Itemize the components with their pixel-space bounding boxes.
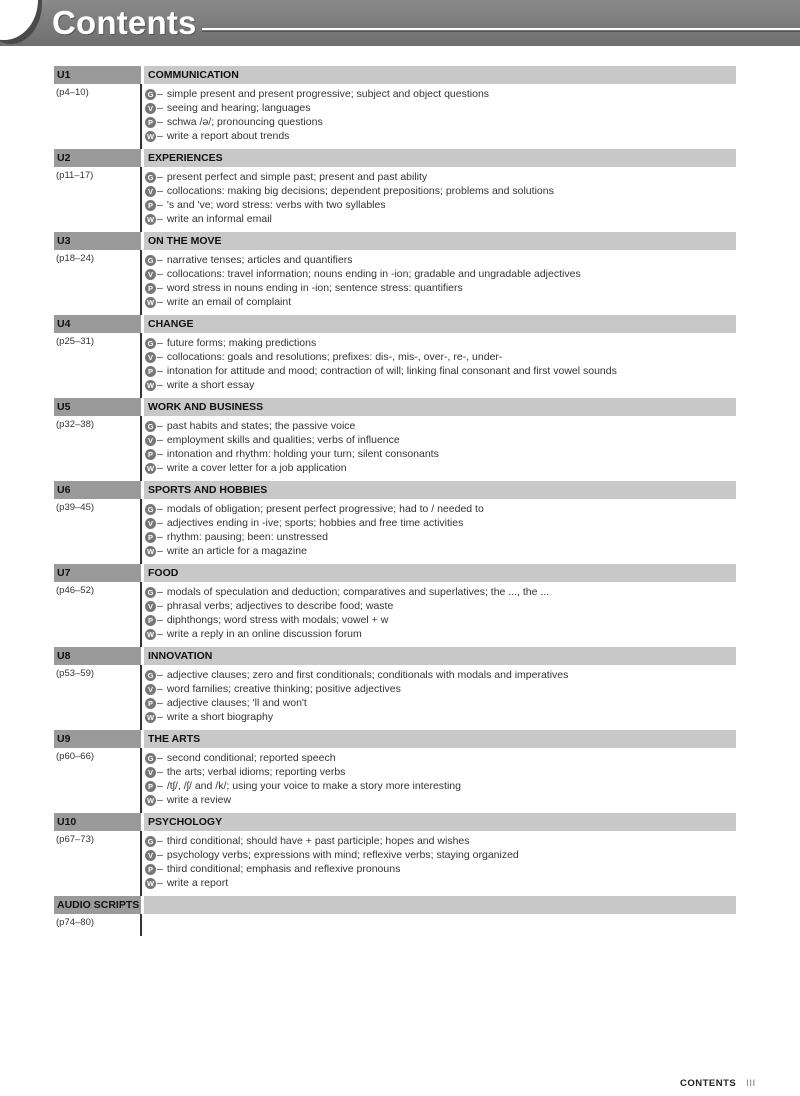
topic-line	[145, 129, 489, 143]
unit-topics	[142, 831, 519, 896]
unit-number: U10	[54, 813, 141, 831]
topic-text: write a short biography	[166, 711, 274, 723]
topic-text: intonation for attitude and mood; contraction of will; linking final consonant and first vowel sounds	[166, 365, 617, 377]
topic-line	[145, 350, 617, 364]
topic-dash: –	[157, 683, 163, 695]
unit-title: COMMUNICATION	[144, 66, 736, 84]
vocabulary-icon: V	[145, 601, 156, 612]
unit-number: U2	[54, 149, 141, 167]
unit-section	[54, 564, 736, 647]
pronunciation-icon: P	[145, 449, 156, 460]
topic-dash: –	[157, 337, 163, 349]
topic-text: phrasal verbs; adjectives to describe food; waste	[166, 600, 394, 612]
writing-icon: W	[146, 463, 155, 473]
grammar-icon: G	[145, 587, 156, 598]
topic-text: write an informal email	[166, 213, 272, 225]
topic-dash: –	[157, 766, 163, 778]
topic-line	[145, 627, 549, 641]
unit-title: CHANGE	[144, 315, 736, 333]
unit-body	[54, 84, 736, 149]
topic-line	[145, 419, 439, 433]
topic-text: rhythm: pausing; been: unstressed	[166, 531, 328, 543]
audio-scripts-header	[54, 896, 736, 914]
unit-pages: (p11–17)	[54, 167, 142, 232]
vocabulary-icon: V	[145, 186, 156, 197]
topic-dash: –	[157, 780, 163, 792]
unit-pages: (p32–38)	[54, 416, 142, 481]
topic-line	[145, 447, 439, 461]
grammar-icon: G	[145, 421, 156, 432]
unit-body	[54, 416, 736, 481]
topic-text: modals of obligation; present perfect progressive; had to / needed to	[166, 503, 484, 515]
unit-header	[54, 730, 736, 748]
writing-icon: W	[146, 131, 155, 141]
unit-section	[54, 149, 736, 232]
title-rule	[202, 28, 800, 30]
vocabulary-icon: V	[145, 435, 156, 446]
unit-title: THE ARTS	[144, 730, 736, 748]
topic-line	[145, 710, 568, 724]
topic-dash: –	[157, 586, 163, 598]
unit-pages: (p39–45)	[54, 499, 142, 564]
unit-topics	[142, 333, 617, 398]
pronunciation-icon: P	[145, 615, 156, 626]
topic-line	[145, 599, 549, 613]
topic-dash: –	[157, 614, 163, 626]
topic-line	[145, 378, 617, 392]
unit-body	[54, 250, 736, 315]
footer-page-number: III	[746, 1078, 756, 1089]
audio-scripts-bar	[144, 896, 736, 914]
unit-header	[54, 398, 736, 416]
topic-line	[145, 115, 489, 129]
topic-line	[145, 530, 484, 544]
unit-body	[54, 333, 736, 398]
pronunciation-icon: P	[145, 283, 156, 294]
topic-text: schwa /ə/; pronouncing questions	[166, 116, 323, 128]
footer-label: CONTENTS	[680, 1078, 737, 1089]
page-title: Contents	[52, 4, 197, 41]
topic-dash: –	[157, 296, 163, 308]
vocabulary-icon: V	[145, 850, 156, 861]
writing-icon: W	[146, 629, 155, 639]
topic-line	[145, 544, 484, 558]
topic-text: second conditional; reported speech	[166, 752, 336, 764]
unit-title: FOOD	[144, 564, 736, 582]
topic-dash: –	[157, 545, 163, 557]
topic-line	[145, 281, 581, 295]
unit-pages: (p4–10)	[54, 84, 142, 149]
vocabulary-icon: V	[145, 518, 156, 529]
topic-line	[145, 502, 484, 516]
unit-topics	[142, 748, 461, 813]
vocabulary-icon: V	[145, 352, 156, 363]
unit-title: ON THE MOVE	[144, 232, 736, 250]
topic-line	[145, 751, 461, 765]
unit-topics	[142, 582, 549, 647]
topic-text: write a short essay	[166, 379, 255, 391]
unit-pages: (p60–66)	[54, 748, 142, 813]
topic-text: write a cover letter for a job application	[166, 462, 347, 474]
topic-dash: –	[157, 849, 163, 861]
unit-pages: (p25–31)	[54, 333, 142, 398]
topic-line	[145, 198, 554, 212]
unit-title: INNOVATION	[144, 647, 736, 665]
topic-dash: –	[157, 434, 163, 446]
topic-text: write a report	[166, 877, 229, 889]
topic-line	[145, 779, 461, 793]
topic-dash: –	[157, 199, 163, 211]
unit-section	[54, 315, 736, 398]
topic-dash: –	[157, 462, 163, 474]
title-rule-shadow	[202, 31, 800, 32]
topic-line	[145, 585, 549, 599]
topic-text: adjectives ending in -ive; sports; hobbies and free time activities	[166, 517, 464, 529]
topic-text: past habits and states; the passive voice	[166, 420, 356, 432]
topic-text: write a reply in an online discussion forum	[166, 628, 362, 640]
topic-dash: –	[157, 102, 163, 114]
topic-line	[145, 682, 568, 696]
unit-body	[54, 665, 736, 730]
topic-text: intonation and rhythm: holding your turn; silent consonants	[166, 448, 439, 460]
writing-icon: W	[146, 795, 155, 805]
unit-title: EXPERIENCES	[144, 149, 736, 167]
topic-line	[145, 876, 519, 890]
topic-line	[145, 516, 484, 530]
topic-dash: –	[157, 171, 163, 183]
topic-dash: –	[157, 268, 163, 280]
topic-text: adjective clauses; zero and first conditionals; conditionals with modals and imperatives	[166, 669, 569, 681]
topic-text: write an email of complaint	[166, 296, 292, 308]
contents-table	[54, 66, 736, 936]
topic-line	[145, 212, 554, 226]
pronunciation-icon: P	[145, 200, 156, 211]
unit-header	[54, 149, 736, 167]
topic-text: narrative tenses; articles and quantifiers	[166, 254, 353, 266]
topic-dash: –	[157, 213, 163, 225]
topic-line	[145, 364, 617, 378]
unit-number: U7	[54, 564, 141, 582]
topic-dash: –	[157, 600, 163, 612]
topic-dash: –	[157, 835, 163, 847]
grammar-icon: G	[145, 836, 156, 847]
writing-icon: W	[146, 214, 155, 224]
topic-text: third conditional; emphasis and reflexive pronouns	[166, 863, 401, 875]
unit-header	[54, 481, 736, 499]
topic-dash: –	[157, 185, 163, 197]
unit-number: U5	[54, 398, 141, 416]
unit-number: U1	[54, 66, 141, 84]
unit-topics	[142, 84, 489, 149]
topic-line	[145, 253, 581, 267]
topic-dash: –	[157, 711, 163, 723]
unit-body	[54, 167, 736, 232]
topic-dash: –	[157, 697, 163, 709]
topic-dash: –	[157, 503, 163, 515]
pronunciation-icon: P	[145, 117, 156, 128]
unit-topics	[142, 167, 554, 232]
unit-header	[54, 813, 736, 831]
unit-header	[54, 315, 736, 333]
vocabulary-icon: V	[145, 684, 156, 695]
audio-scripts-label: AUDIO SCRIPTS	[54, 896, 141, 914]
topic-dash: –	[157, 877, 163, 889]
unit-body	[54, 582, 736, 647]
unit-topics	[142, 665, 568, 730]
writing-icon: W	[146, 380, 155, 390]
topic-text: adjective clauses; 'll and won't	[166, 697, 307, 709]
topic-text: word families; creative thinking; positive adjectives	[166, 683, 401, 695]
topic-line	[145, 834, 519, 848]
unit-title: WORK AND BUSINESS	[144, 398, 736, 416]
unit-section	[54, 66, 736, 149]
topic-line	[145, 848, 519, 862]
topic-dash: –	[157, 365, 163, 377]
unit-pages: (p46–52)	[54, 582, 142, 647]
topic-dash: –	[157, 448, 163, 460]
topic-line	[145, 184, 554, 198]
topic-dash: –	[157, 628, 163, 640]
topic-text: collocations: making big decisions; dependent prepositions; problems and solutions	[166, 185, 554, 197]
grammar-icon: G	[145, 670, 156, 681]
topic-line	[145, 336, 617, 350]
topic-line	[145, 433, 439, 447]
unit-section	[54, 398, 736, 481]
topic-dash: –	[157, 794, 163, 806]
vocabulary-icon: V	[145, 103, 156, 114]
unit-body	[54, 748, 736, 813]
unit-section	[54, 232, 736, 315]
unit-section	[54, 481, 736, 564]
vocabulary-icon: V	[145, 767, 156, 778]
topic-text: write an article for a magazine	[166, 545, 307, 557]
audio-scripts-body	[54, 914, 736, 936]
grammar-icon: G	[145, 504, 156, 515]
topic-text: diphthongs; word stress with modals; vowel + w	[166, 614, 389, 626]
topic-line	[145, 170, 554, 184]
topic-dash: –	[157, 669, 163, 681]
topic-text: write a review	[166, 794, 232, 806]
topic-line	[145, 101, 489, 115]
topic-line	[145, 765, 461, 779]
writing-icon: W	[146, 878, 155, 888]
topic-dash: –	[157, 254, 163, 266]
pronunciation-icon: P	[145, 366, 156, 377]
topic-text: word stress in nouns ending in -ion; sentence stress: quantifiers	[166, 282, 463, 294]
pronunciation-icon: P	[145, 864, 156, 875]
topic-line	[145, 461, 439, 475]
topic-dash: –	[157, 863, 163, 875]
grammar-icon: G	[145, 89, 156, 100]
topic-text: collocations: goals and resolutions; prefixes: dis-, mis-, over-, re-, under-	[166, 351, 503, 363]
topic-line	[145, 267, 581, 281]
topic-dash: –	[157, 531, 163, 543]
topic-dash: –	[157, 88, 163, 100]
unit-header	[54, 232, 736, 250]
audio-scripts-pages: (p74–80)	[54, 914, 142, 936]
unit-number: U9	[54, 730, 141, 748]
writing-icon: W	[146, 712, 155, 722]
topic-line	[145, 87, 489, 101]
topic-dash: –	[157, 351, 163, 363]
topic-text: psychology verbs; expressions with mind; reflexive verbs; staying organized	[166, 849, 519, 861]
topic-dash: –	[157, 517, 163, 529]
grammar-icon: G	[145, 753, 156, 764]
page-footer	[680, 1078, 756, 1089]
topic-text: collocations: travel information; nouns ending in -ion; gradable and ungradable adjectives	[166, 268, 581, 280]
topic-line	[145, 793, 461, 807]
topic-text: seeing and hearing; languages	[166, 102, 311, 114]
topic-text: the arts; verbal idioms; reporting verbs	[166, 766, 346, 778]
topic-text: present perfect and simple past; present and past ability	[166, 171, 428, 183]
unit-body	[54, 831, 736, 896]
topic-dash: –	[157, 752, 163, 764]
vocabulary-icon: V	[145, 269, 156, 280]
pronunciation-icon: P	[145, 781, 156, 792]
audio-scripts-section	[54, 896, 736, 936]
unit-pages: (p67–73)	[54, 831, 142, 896]
grammar-icon: G	[145, 338, 156, 349]
topic-dash: –	[157, 116, 163, 128]
unit-topics	[142, 250, 581, 315]
topic-text: 's and 've; word stress: verbs with two syllables	[166, 199, 386, 211]
pronunciation-icon: P	[145, 698, 156, 709]
topic-line	[145, 613, 549, 627]
unit-number: U4	[54, 315, 141, 333]
unit-pages: (p53–59)	[54, 665, 142, 730]
unit-pages: (p18–24)	[54, 250, 142, 315]
topic-dash: –	[157, 130, 163, 142]
topic-line	[145, 862, 519, 876]
topic-line	[145, 696, 568, 710]
topic-text: write a report about trends	[166, 130, 290, 142]
unit-topics	[142, 416, 439, 481]
grammar-icon: G	[145, 255, 156, 266]
pronunciation-icon: P	[145, 532, 156, 543]
topic-dash: –	[157, 282, 163, 294]
unit-section	[54, 730, 736, 813]
topic-dash: –	[157, 420, 163, 432]
unit-header	[54, 564, 736, 582]
unit-section	[54, 813, 736, 896]
unit-number: U8	[54, 647, 141, 665]
topic-dash: –	[157, 379, 163, 391]
unit-number: U6	[54, 481, 141, 499]
unit-body	[54, 499, 736, 564]
topic-text: /tʃ/, /ʃ/ and /k/; using your voice to make a story more interesting	[166, 780, 461, 792]
unit-topics	[142, 499, 484, 564]
unit-header	[54, 66, 736, 84]
topic-line	[145, 668, 568, 682]
topic-text: employment skills and qualities; verbs of influence	[166, 434, 400, 446]
unit-title: PSYCHOLOGY	[144, 813, 736, 831]
topic-text: modals of speculation and deduction; comparatives and superlatives; the ..., the ...	[166, 586, 550, 598]
topic-text: future forms; making predictions	[166, 337, 317, 349]
topic-line	[145, 295, 581, 309]
writing-icon: W	[146, 546, 155, 556]
writing-icon: W	[146, 297, 155, 307]
unit-section	[54, 647, 736, 730]
grammar-icon: G	[145, 172, 156, 183]
unit-number: U3	[54, 232, 141, 250]
topic-text: third conditional; should have + past participle; hopes and wishes	[166, 835, 470, 847]
topic-text: simple present and present progressive; subject and object questions	[166, 88, 490, 100]
unit-title: SPORTS AND HOBBIES	[144, 481, 736, 499]
unit-header	[54, 647, 736, 665]
